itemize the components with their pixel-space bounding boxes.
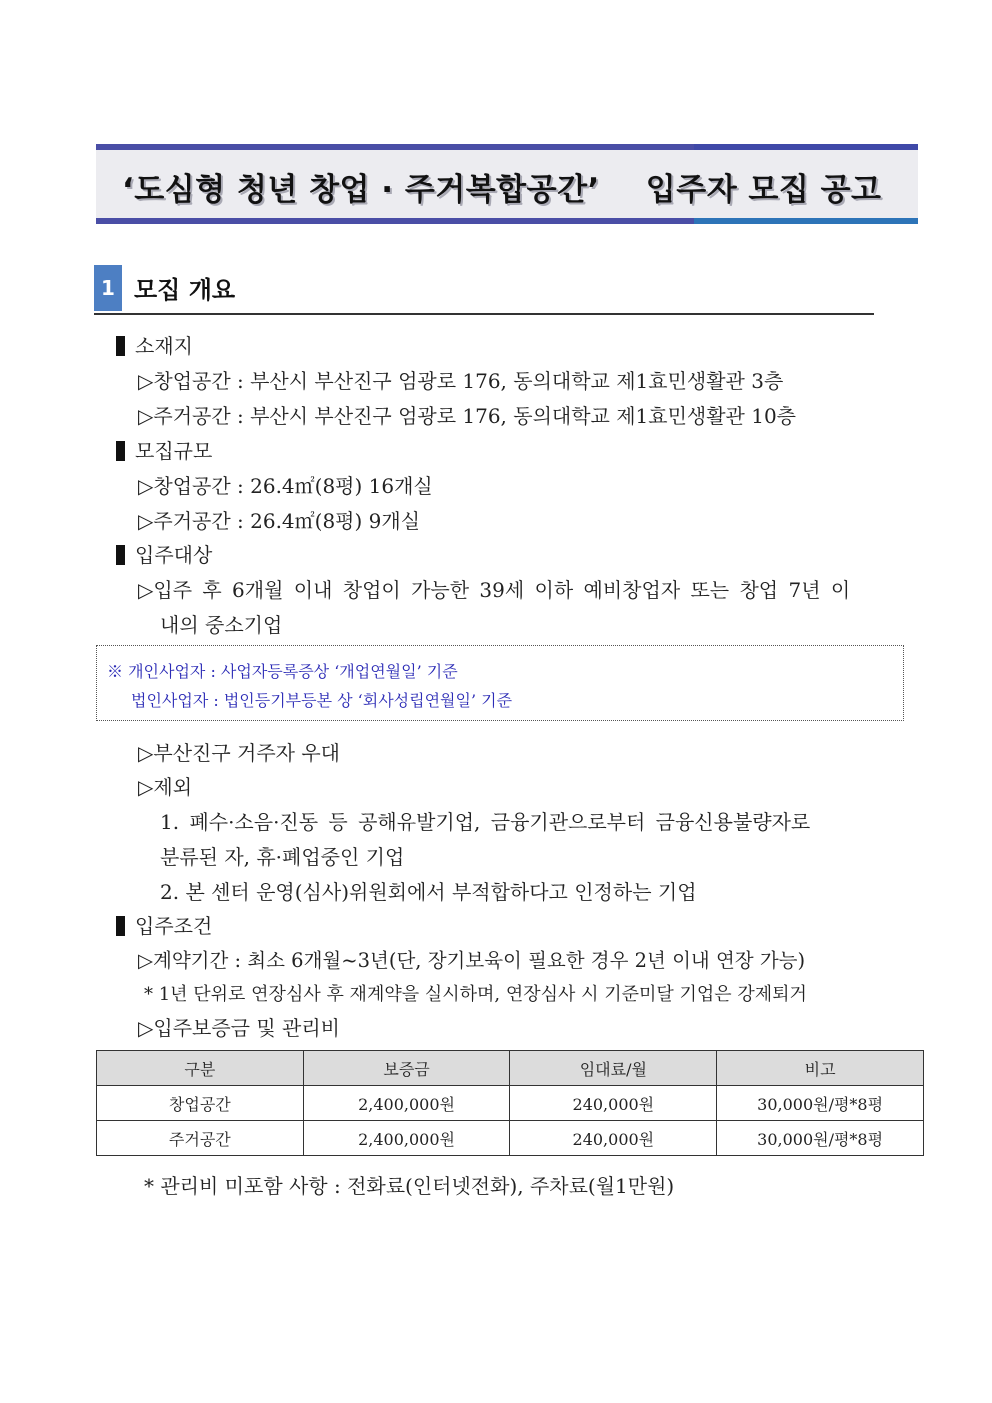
note-corporate: 법인사업자 : 법인등기부등본 상 ‘회사성립연월일’ 기준 [131,691,513,710]
target-line1: ▷입주 후 6개월 이내 창업이 가능한 39세 이하 예비창업자 또는 창업 7년 이 [138,578,851,602]
section-number: 1 [94,265,122,311]
section-title: 모집 개요 [134,276,236,304]
target-heading: 입주대상 [116,539,212,568]
section-divider [94,313,874,315]
conditions-heading: 입주조건 [116,910,212,939]
table-header: 임대료/월 [510,1051,717,1086]
exclusion-1b: 분류된 자, 휴·폐업중인 기업 [160,845,405,869]
note-box [96,645,904,721]
target-preference: ▷부산진구 거주자 우대 [138,741,340,765]
table-cell: 주거공간 [97,1121,304,1156]
table-cell: 240,000원 [510,1086,717,1121]
table-header-row [97,1051,924,1086]
square-bullet-icon [116,916,125,936]
title-banner [96,144,918,224]
note-individual: ※ 개인사업자 : 사업자등록증상 ‘개업연월일’ 기준 [107,662,458,681]
table-header: 구분 [97,1051,304,1086]
target-line2: 내의 중소기업 [160,613,283,637]
title-part1: ‘도심형 청년 창업 · 주거복합공간’ [122,172,600,208]
contract-period: ▷계약기간 : 최소 6개월~3년(단, 장기보육이 필요한 경우 2년 이내 연장 가능) [138,949,806,972]
page-title [122,164,882,209]
table-cell: 2,400,000원 [303,1086,510,1121]
target-exclusion: ▷제외 [138,775,193,799]
table-header: 비고 [717,1051,924,1086]
banner-top-bar [96,144,918,150]
square-bullet-icon [116,545,125,565]
exclusion-1a: 1. 폐수·소음·진동 등 공해유발기업, 금융기관으로부터 금융신용불량자로 [160,810,811,834]
banner-bottom-bar [96,218,918,224]
table-row [97,1121,924,1156]
scale-startup: ▷창업공간 : 26.4㎡(8평) 16개실 [138,474,433,498]
table-cell: 2,400,000원 [303,1121,510,1156]
location-heading: 소재지 [116,330,193,359]
square-bullet-icon [116,336,125,356]
table-cell: 30,000원/평*8평 [717,1086,924,1121]
table-cell: 창업공간 [97,1086,304,1121]
square-bullet-icon [116,441,125,461]
deposit-heading: ▷입주보증금 및 관리비 [138,1016,340,1040]
location-startup: ▷창업공간 : 부산시 부산진구 엄광로 176, 동의대학교 제1효민생활관 3층 [138,369,784,393]
table-cell: 240,000원 [510,1121,717,1156]
table-header: 보증금 [303,1051,510,1086]
scale-residence: ▷주거공간 : 26.4㎡(8평) 9개실 [138,509,421,533]
table-row [97,1086,924,1121]
contract-note: * 1년 단위로 연장심사 후 재계약을 실시하며, 연장심사 시 기준미달 기업은 강제퇴거 [144,984,807,1005]
footnote: * 관리비 미포함 사항 : 전화료(인터넷전화), 주차료(월1만원) [144,1174,675,1198]
fee-table [96,1050,924,1156]
scale-heading: 모집규모 [116,435,212,464]
table-cell: 30,000원/평*8평 [717,1121,924,1156]
location-residence: ▷주거공간 : 부산시 부산진구 엄광로 176, 동의대학교 제1효민생활관 10층 [138,404,797,428]
title-part2: 입주자 모집 공고 [645,172,882,208]
exclusion-2: 2. 본 센터 운영(심사)위원회에서 부적합하다고 인정하는 기업 [160,880,697,904]
